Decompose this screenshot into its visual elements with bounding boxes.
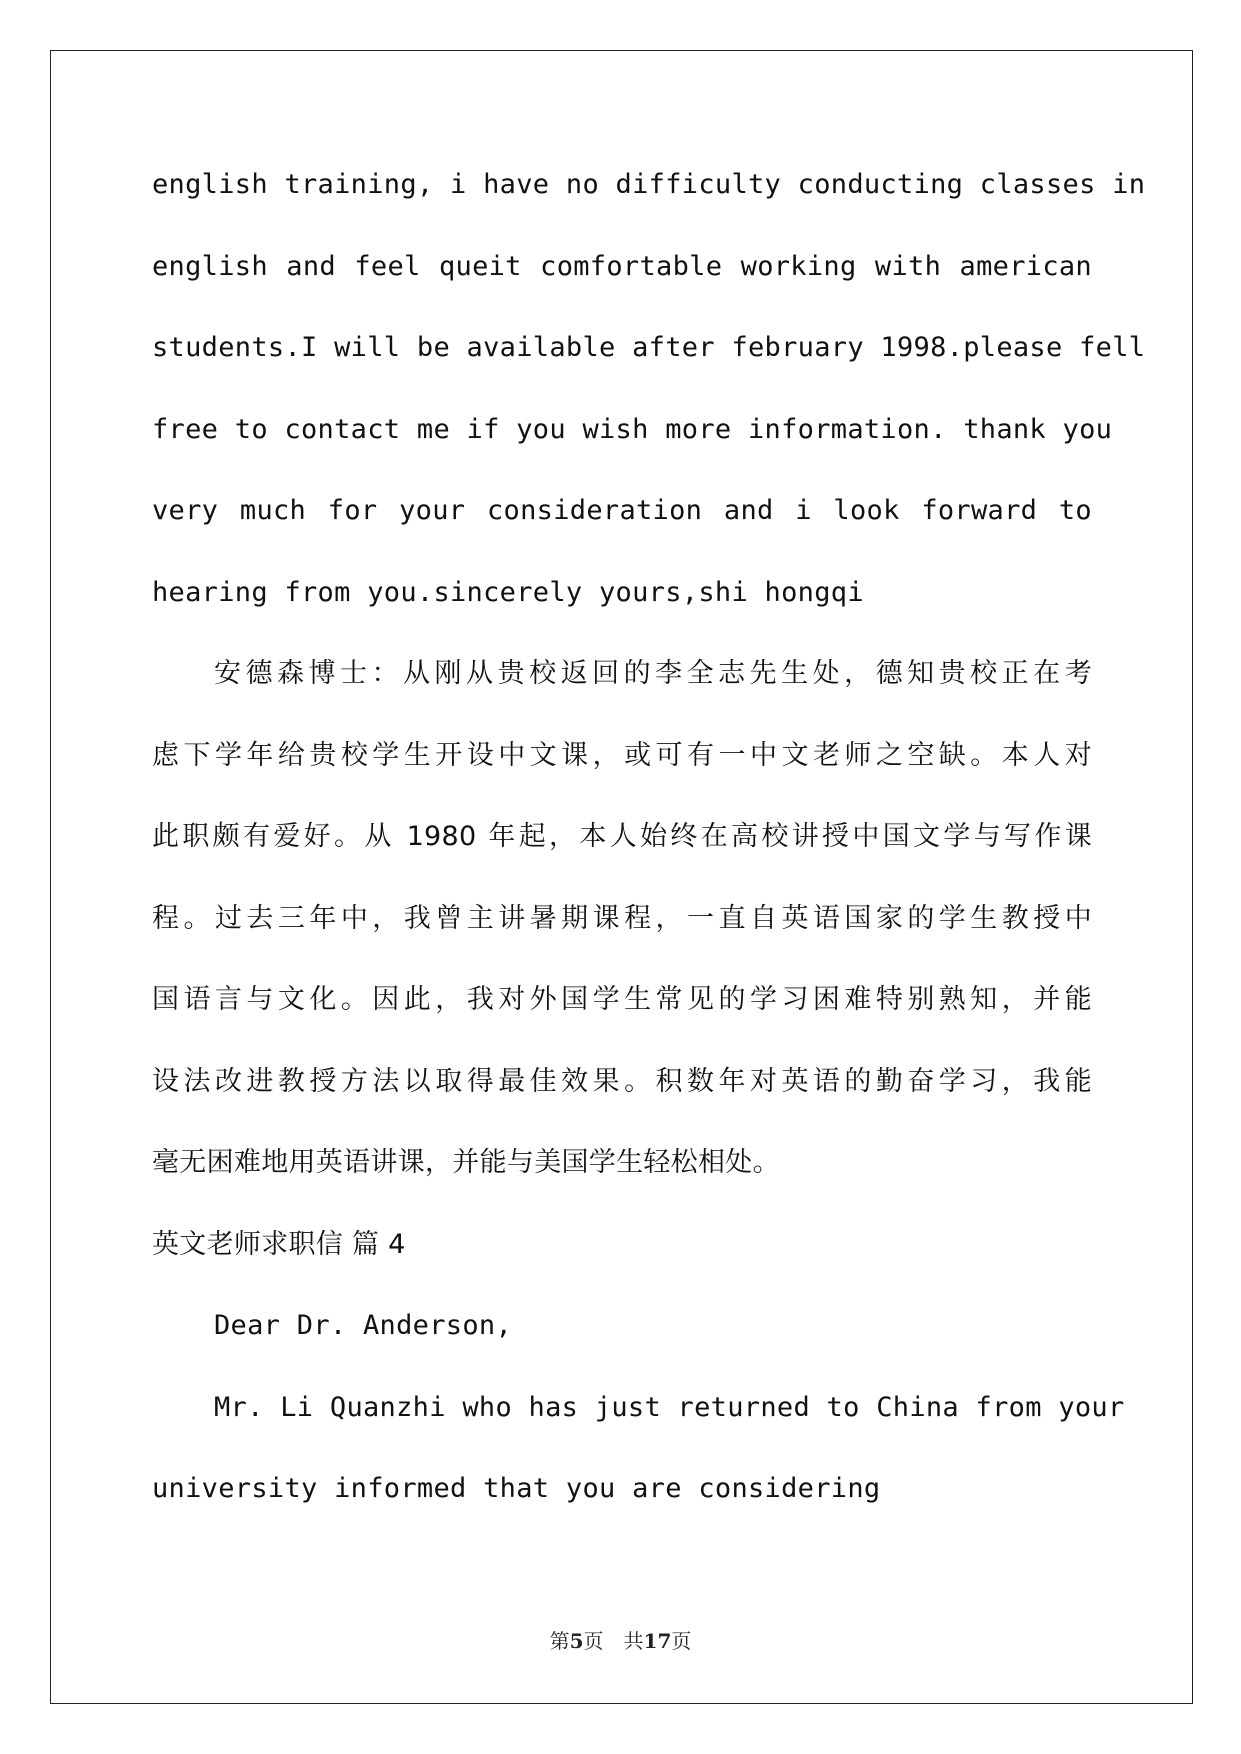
text-line: english training, i have no difficulty conducting classes in [152,169,1146,200]
text-line: Mr. Li Quanzhi who has just returned to China from your [214,1391,1125,1423]
chinese-paragraph-line: 虑下学年给贵校学生开设中文课，或可有一中文老师之空缺。本人对 [152,739,1092,771]
total-prefix: 共 [623,1629,644,1653]
page-footer [0,1625,1241,1654]
total-page-count: 17 [643,1629,672,1653]
document-body [152,160,1146,1546]
text-line: students.I will be available after february 1998.please fell [152,332,1146,363]
current-page-number: 5 [569,1629,584,1653]
total-suffix: 页 [671,1629,692,1653]
text-line: free to contact me if you wish more information. thank you [152,413,1113,445]
page-suffix: 页 [583,1629,604,1653]
text-line: hearing from you.sincerely yours,shi hongqi [152,576,864,608]
text-line: university informed that you are considering [152,1473,881,1504]
text-line: english and feel queit comfortable working with american [152,250,1092,282]
chinese-paragraph-line: 程。过去三年中，我曾主讲暑期课程，一直自英语国家的学生教授中 [152,902,1092,934]
section-heading: 英文老师求职信 篇 4 [152,1228,406,1260]
chinese-paragraph-line: 此职颇有爱好。从 1980 年起，本人始终在高校讲授中国文学与写作课 [152,821,1092,852]
chinese-paragraph-line: 毫无困难地用英语讲课，并能与美国学生轻松相处。 [152,1147,780,1178]
chinese-paragraph-line: 安德森博士：从刚从贵校返回的李全志先生处，德知贵校正在考 [214,658,1092,689]
text-line: very much for your consideration and i look forward to [152,495,1092,526]
chinese-paragraph-line: 设法改进教授方法以取得最佳效果。积数年对英语的勤奋学习，我能 [152,1065,1092,1097]
chinese-paragraph-line: 国语言与文化。因此，我对外国学生常见的学习困难特别熟知，并能 [152,984,1092,1015]
salutation: Dear Dr. Anderson, [214,1310,512,1341]
page-prefix: 第 [549,1629,570,1653]
